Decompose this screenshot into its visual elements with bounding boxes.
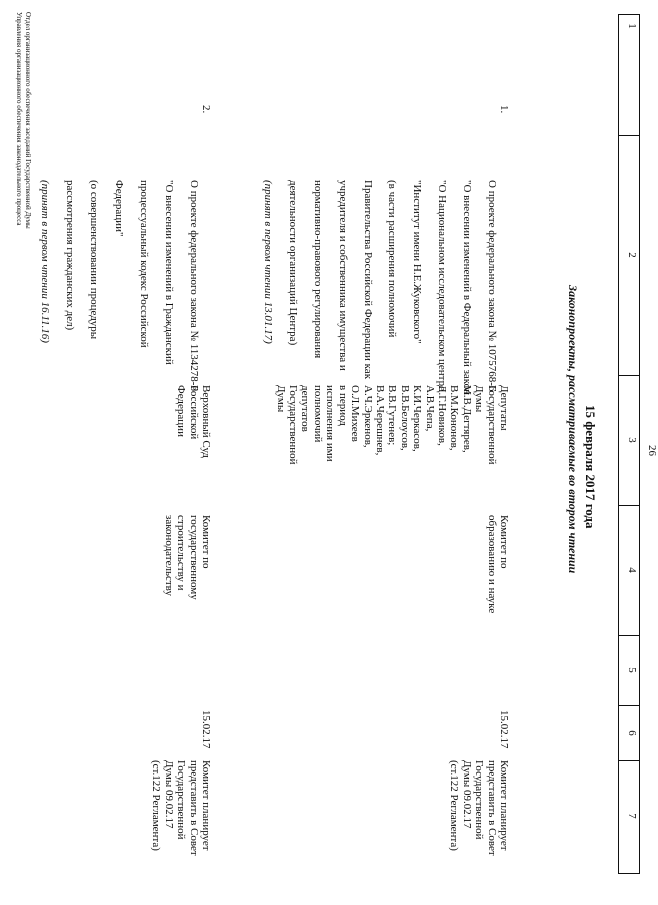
bill-title-line: "О внесении изменений в Федеральный закон [460,180,473,395]
column-divider [618,760,640,761]
column-divider [618,635,640,636]
column-number: 5 [626,667,638,673]
column-number: 1 [626,23,638,29]
bill-title-line: рассмотрения гражданских дел) [63,180,76,331]
section-subheading: Законопроекты, рассматриваемые во втором чтении [566,285,580,574]
table-header-left-border [618,14,640,15]
bill-title-line: Федерации" [113,180,126,237]
bill-title-line: "О внесении изменений в Гражданский [162,180,175,365]
bill-title-line: "Институт имени Н.Е.Жуковского" [411,180,424,344]
table-header-top-border [639,14,640,874]
footer-directorate-line: Управления организационного обеспечения законодательного процесса [15,12,23,226]
table-header-bottom-border [618,14,619,874]
bill-authors: Депутаты Государственной Думы М.В.Дегтярев, В.М.Кононов, Д.Г.Новиков, А.В.Чепа, К.И.Черкасов, В.В.Белоусов, В.В.Гутенев; В.А.Черешнев, А.Ч.Эркенов, О.Л.Михеев в период исполнения ими полномочий депутатов Государственной Думы [274,385,510,465]
review-date: 15.02.17 [498,710,510,749]
column-number: 7 [626,813,638,819]
review-date: 15.02.17 [200,710,212,749]
column-number: 6 [626,730,638,736]
table-header-right-border [618,873,640,874]
column-divider [618,375,640,376]
bill-title-line: О проекте федерального закона № 1134278-6 [187,180,200,391]
committee-remark: Комитет планирует представить в Совет Государственной Думы 09.02.17 (ст.122 Регламента) [448,760,510,856]
column-divider [618,135,640,136]
first-reading-note: (принят в первом чтении 16.11.16) [38,180,51,343]
bill-title-line: учредителя и собственника имущества и [336,180,349,371]
row-number: 2. [200,105,212,114]
bill-title-line: деятельности организаций Центра) [287,180,300,346]
page-number: 26 [646,445,658,456]
footer-department-line: Отдел организационного обеспечения заседаний Государственной Думы [24,12,32,229]
column-divider [618,705,640,706]
first-reading-note: (принят в первом чтении 13.01.17) [262,180,275,344]
bill-title-line: процессуальный кодекс Российской [137,180,150,348]
bill-title-line: Правительства Российской Федерации как [361,180,374,380]
responsible-committee: Комитет по государственному строительству и законодательству [162,515,212,600]
bill-title-line: (о совершенствовании процедуры [88,180,101,340]
bill-title-line: нормативно-правового регулирования [311,180,324,359]
row-number: 1. [498,105,510,114]
bill-authors: Верховный Суд Российской Федерации [175,385,212,458]
bill-title-line: "О Национальном исследовательском центре [435,180,448,392]
column-number: 3 [626,437,638,443]
column-divider [618,505,640,506]
bill-title-line: (в части расширения полномочий [386,180,399,338]
section-heading: 15 февраля 2017 года [583,405,598,529]
column-number: 2 [626,252,638,258]
column-number: 4 [626,567,638,573]
bill-title-line: О проекте федерального закона № 1075768-6 [485,180,498,392]
committee-remark: Комитет планирует представить в Совет Государственной Думы 09.02.17 (ст.122 Регламента) [150,760,212,856]
responsible-committee: Комитет по образованию и науке [485,515,510,614]
